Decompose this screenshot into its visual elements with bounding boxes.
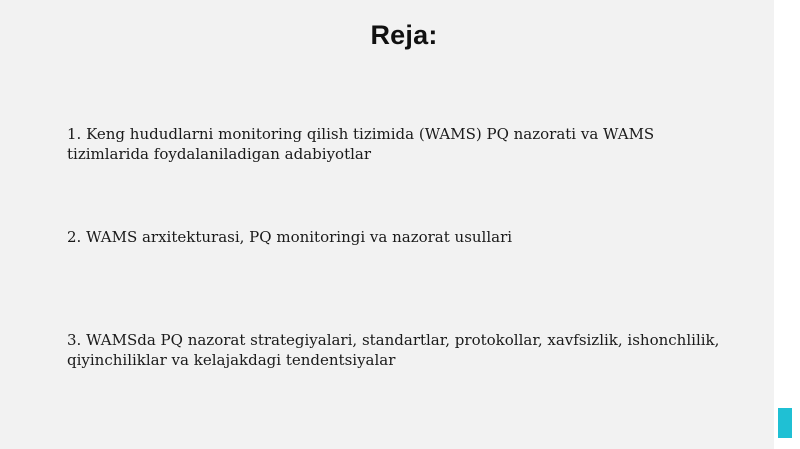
slide-title: Reja:	[370, 20, 438, 50]
accent-tab[interactable]	[778, 408, 792, 438]
agenda-item-2: 2. WAMS arxitekturasi, PQ monitoringi va nazorat usullari	[67, 228, 513, 246]
agenda-item-3: 3. WAMSda PQ nazorat strategiyalari, standartlar, protokollar, xavfsizlik, ishonchlilik, qiyinchiliklar va kelajakdagi tendentsiyalar	[67, 331, 720, 369]
agenda-item-1: 1. Keng hududlarni monitoring qilish tizimida (WAMS) PQ nazorati va WAMS tizimlarida foydalaniladigan adabiyotlar	[67, 125, 655, 163]
side-panel-strip	[774, 0, 800, 449]
